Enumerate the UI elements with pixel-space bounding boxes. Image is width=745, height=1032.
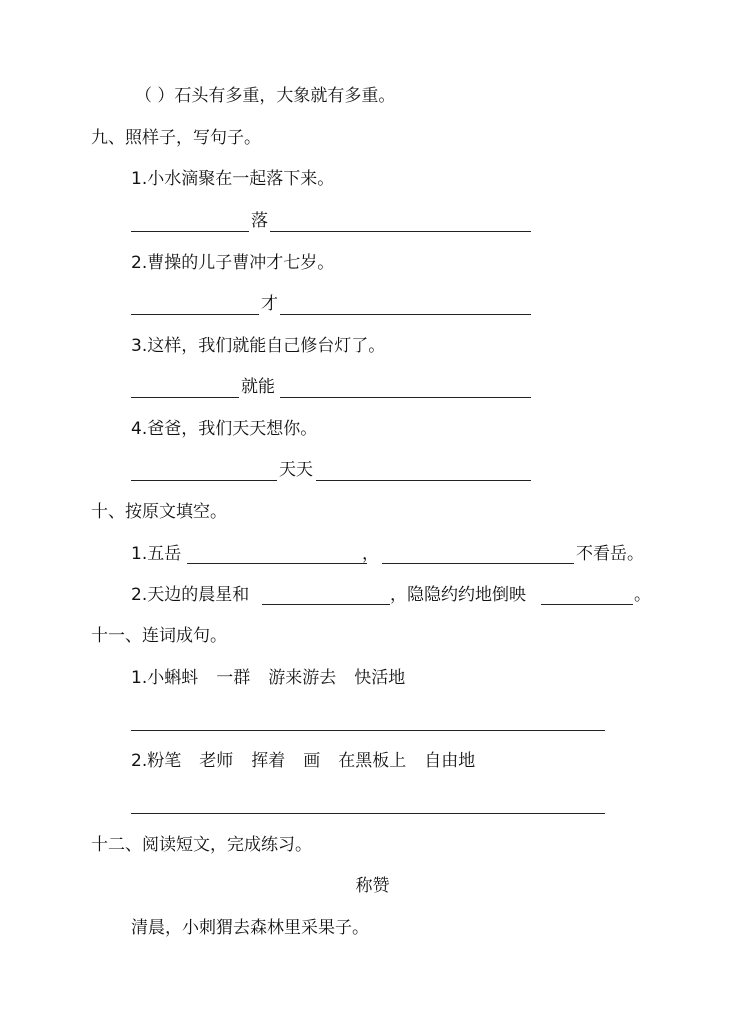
s9-item1-keyword: 落 [251, 211, 268, 231]
s10-item1-prefix: 1.五岳 [131, 544, 182, 564]
s9-item4-blank-a[interactable] [131, 480, 277, 481]
s9-item4-blank-b[interactable] [316, 480, 531, 481]
passage-first-sentence: 清晨，小刺猬去森林里采果子。 [131, 918, 369, 938]
s11-item1-answer-line[interactable] [131, 730, 605, 731]
s9-item4-keyword: 天天 [279, 460, 313, 480]
intro-line [135, 88, 395, 105]
word: 在黑板上 [338, 751, 407, 771]
word: 画 [303, 751, 321, 771]
s10-item1-blank-a[interactable] [187, 563, 367, 564]
word: 快活地 [354, 668, 406, 688]
word: 自由地 [424, 751, 476, 771]
section12-title: 十二、阅读短文，完成练习。 [91, 835, 312, 855]
s9-item1-blank-b[interactable] [270, 231, 531, 232]
s9-item3-keyword: 就能 [241, 377, 275, 397]
passage-title: 称赞 [355, 876, 390, 896]
s9-item1-label: 1.小水滴聚在一起落下来。 [131, 169, 335, 189]
word: 1.小蝌蚪 [131, 668, 199, 688]
s10-item2-blank-b[interactable] [541, 604, 633, 605]
intro-text: 石头有多重，大象就有多重。 [174, 86, 396, 106]
s9-item2-label: 2.曹操的儿子曹冲才七岁。 [131, 253, 335, 273]
s9-item2-blank-b[interactable] [280, 314, 531, 315]
s9-item3-blank-a[interactable] [131, 397, 239, 398]
s9-item2-keyword: 才 [261, 294, 278, 314]
s10-item2-blank-a[interactable] [262, 604, 390, 605]
s11-item2-words [131, 753, 475, 770]
s9-item3-blank-b[interactable] [280, 397, 531, 398]
s10-item2-prefix: 2.天边的晨星和 [131, 585, 250, 605]
s10-item1-comma: ， [362, 544, 379, 564]
word: 老师 [199, 751, 234, 771]
answer-paren[interactable]: （ ） [135, 86, 175, 106]
s10-item1-blank-b[interactable] [382, 563, 574, 564]
section9-title: 九、照样子，写句子。 [91, 128, 261, 148]
word: 挥着 [251, 751, 286, 771]
s11-item1-words [131, 670, 405, 687]
section11-title: 十一、连词成句。 [91, 626, 227, 646]
word: 游来游去 [268, 668, 337, 688]
section10-title: 十、按原文填空。 [91, 502, 227, 522]
s11-item2-answer-line[interactable] [131, 813, 605, 814]
word: 2.粉笔 [131, 751, 182, 771]
s9-item4-label: 4.爸爸，我们天天想你。 [131, 419, 318, 439]
s9-item2-blank-a[interactable] [131, 314, 259, 315]
s10-item2-middle: ，隐隐约约地倒映 [390, 585, 526, 605]
s10-item2-end: 。 [634, 585, 651, 605]
word: 一群 [216, 668, 251, 688]
s9-item1-blank-a[interactable] [131, 231, 249, 232]
s10-item1-suffix: 不看岳。 [576, 544, 644, 564]
s9-item3-label: 3.这样，我们就能自己修台灯了。 [131, 336, 386, 356]
